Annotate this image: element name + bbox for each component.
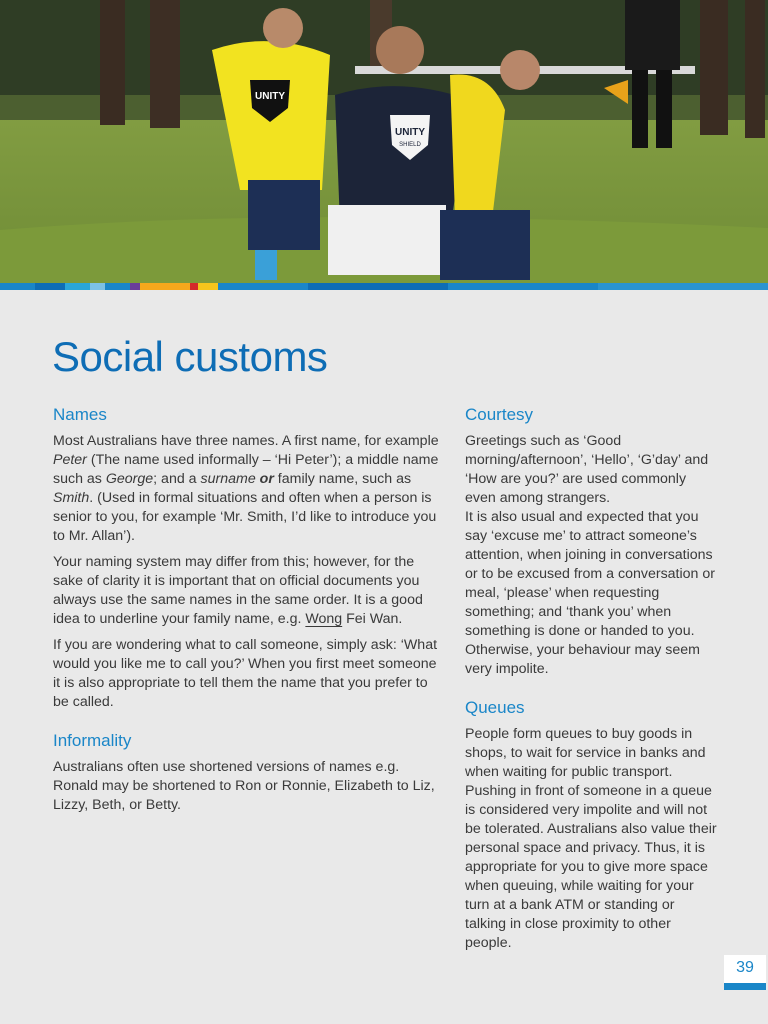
page-number: 39 — [724, 955, 766, 983]
queues-section — [465, 697, 719, 953]
names-heading: Names — [53, 405, 107, 424]
courtesy-paragraph-1: Greetings such as ‘Good morning/afternoon’, ‘Hello’, ‘G’day’ and ‘How are you?’ are used commonly even among strangers. — [465, 433, 709, 506]
courtesy-section — [465, 404, 719, 679]
page-title: Social customs — [52, 333, 328, 380]
shirt-logo-text-2: UNITY — [395, 127, 425, 138]
informality-heading: Informality — [53, 731, 132, 750]
page-number-bar — [724, 983, 766, 990]
names-paragraph-2: Your naming system may differ from this; however, for the sake of clarity it is important that on official documents you always use the same names in the same order. It is a good idea to underline your family name, e.g. Wong Fei Wan. — [53, 554, 423, 627]
queues-paragraph: People form queues to buy goods in shops, to wait for service in banks and when waiting for public transport. Pushing in front of someone in a queue is considered very impolite and will not be tolerated. Australians also value their personal space and privacy. Thus, it is appropriate for you to give more space when queuing, while waiting for your turn at a bank ATM or standing or talking in close proximity to other people. — [465, 726, 717, 951]
left-column — [53, 404, 445, 833]
informality-section — [53, 730, 445, 815]
color-stripe — [0, 283, 768, 290]
soccer-players-image — [0, 0, 768, 283]
courtesy-heading: Courtesy — [465, 405, 534, 424]
names-paragraph-3: If you are wondering what to call someone, simply ask: ‘What would you like me to call you?’ When you first meet someone it is also appropriate to tell them the name that you prefer to be called. — [53, 637, 438, 710]
header-photo — [0, 0, 768, 283]
courtesy-paragraph-2: It is also usual and expected that you say ‘excuse me’ to attract someone’s attention, when joining in conversations or to be excused from a conversation or meal, ‘please’ when requesting something; and ‘thank you’ when something is done or handed to you. Otherwise, your behaviour may seem very impolite. — [465, 509, 715, 677]
names-paragraph-1: Most Australians have three names. A first name, for example Peter (The name used informally – ‘Hi Peter’); a middle name such as George; and a surname or family name, such as Smith. (Used in formal situations and often when a person is senior to you, for example ‘Mr. Smith, I’d like to introduce you to Mr. Allan’). — [53, 433, 439, 544]
names-section — [53, 404, 445, 712]
queues-heading: Queues — [465, 698, 525, 717]
shirt-logo-subtext: SHIELD — [399, 142, 421, 148]
right-column — [465, 404, 719, 971]
shirt-logo-text: UNITY — [255, 91, 285, 102]
informality-paragraph: Australians often use shortened versions of names e.g. Ronald may be shortened to Ron or Ronnie, Elizabeth to Liz, Lizzy, Beth, or Betty. — [53, 759, 435, 813]
